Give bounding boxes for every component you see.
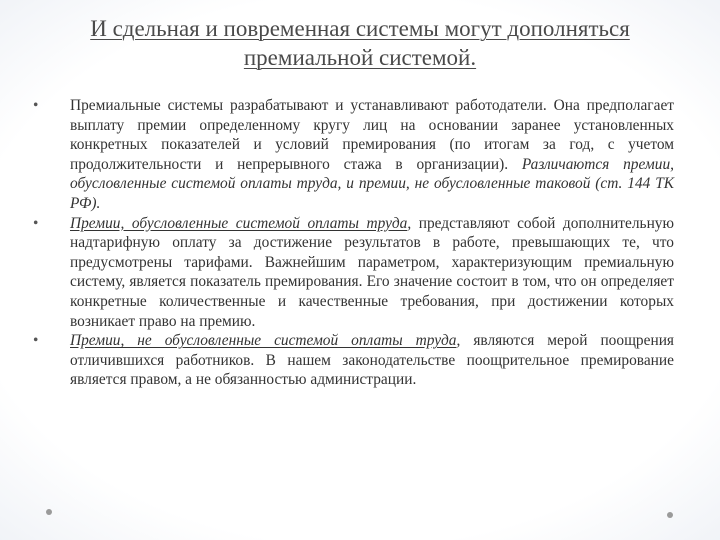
- decor-dot-left: [46, 509, 52, 515]
- bullet-icon: •: [33, 97, 39, 114]
- bullet-icon: •: [33, 332, 39, 350]
- decor-dot-right: [667, 512, 673, 518]
- bullet-list: [33, 96, 675, 390]
- item-text: , являются мерой поощрения отличившихся работников. В нашем законодательстве поощрительное премирование является правом, а не обязанностью администрации.: [70, 332, 675, 389]
- item-lead-underlined: Премии, не обусловленные системой оплаты труда: [70, 332, 457, 350]
- list-item: [33, 214, 674, 332]
- item-text-italic: Различаются премии, обусловленные системой оплаты труда, и премии, не обусловленные таковой (ст. 144 ТК РФ).: [70, 155, 674, 212]
- bullet-icon: •: [33, 214, 39, 232]
- item-text: Премиальные системы разрабатывают и устанавливают работодатели. Она предполагает выплату премии определенному кругу лиц на основании заранее установленных конкретных показателей и условий премирования (по итогам за год, с учетом продолжительности и непрерывного стажа в организации).: [70, 97, 674, 173]
- list-item: [33, 331, 675, 390]
- list-item: [33, 96, 674, 214]
- slide-title: И сдельная и повременная системы могут дополняться премиальной системой.: [90, 16, 630, 70]
- item-lead-underlined: Премии, обусловленные системой оплаты труда: [70, 214, 408, 232]
- item-text: , представляют собой дополнительную надтарифную оплату за достижение результатов в работе, превышающих те, что предусмотрены тарифами. Важнейшим параметром, характеризующим премиальную систему, является показатель премирования. Его значение состоит в том, что он определяет конкретные количественные и качественные требования, при достижении которых возникает право на премию.: [70, 214, 674, 330]
